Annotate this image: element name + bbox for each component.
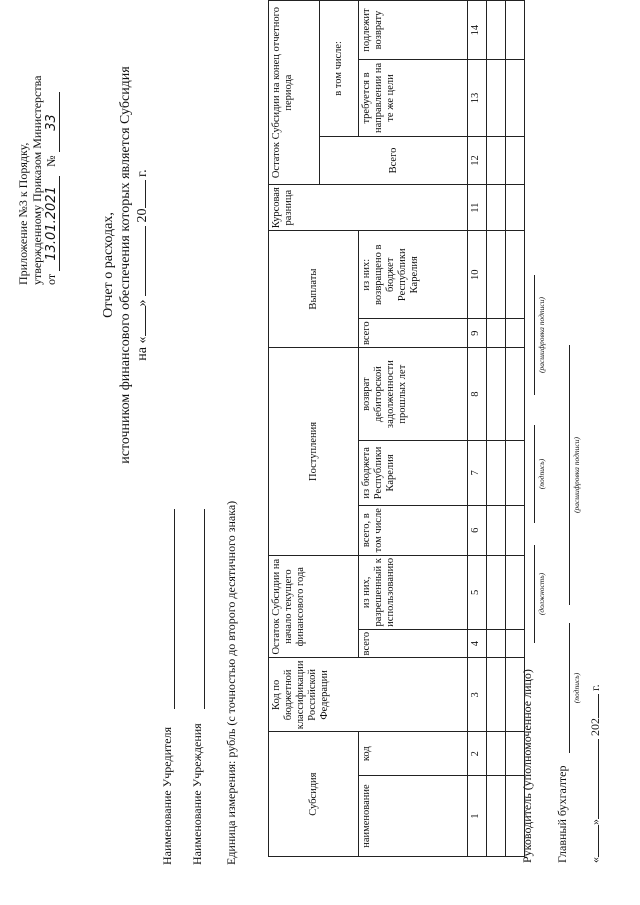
- h-returned: из них: возвращено в бюджет Республики Карелия: [359, 231, 468, 319]
- col-num: 7: [468, 441, 487, 505]
- head-signature-hint: (подпись): [537, 458, 546, 490]
- table-row: [487, 1, 506, 857]
- head-position-line: [534, 545, 535, 643]
- col-num: 11: [468, 185, 487, 231]
- col-num: 6: [468, 505, 487, 555]
- h-needed: требуется в направлении на те же цели: [359, 60, 468, 137]
- h-from-budget: из бюджета Республики Карелия: [359, 441, 468, 505]
- head-label: Руководитель (уполномоченное лицо): [520, 669, 534, 863]
- accountant-decode-hint: (расшифровка подписи): [572, 436, 581, 514]
- title-date-open: на «: [135, 336, 150, 361]
- title-year-suffix: г.: [135, 169, 150, 177]
- title-line-3: [134, 45, 151, 485]
- head-decode-hint: (расшифровка подписи): [537, 296, 546, 374]
- column-number-row: [468, 1, 487, 857]
- h-name: наименование: [359, 776, 468, 857]
- h-refund: подлежит возврату: [359, 1, 468, 60]
- h-balance-start: Остаток Субсидии на начало текущего финансового года: [269, 555, 359, 658]
- col-num: 10: [468, 231, 487, 319]
- appendix-date: 13.01.2021: [45, 176, 60, 271]
- sign-date-suffix: г.: [588, 684, 602, 691]
- institution-line: [204, 509, 205, 709]
- report-title: [100, 45, 151, 485]
- col-num: 9: [468, 319, 487, 348]
- appendix-line-1: Приложение №3 к Порядку,: [16, 142, 30, 285]
- sign-date-open: «: [588, 857, 602, 863]
- appendix-line-2: утвержденному Приказом Министерства: [30, 75, 44, 285]
- col-num: 8: [468, 348, 487, 441]
- h-payments: Выплаты: [269, 231, 359, 348]
- head-position-hint: (должность): [537, 572, 546, 616]
- accountant-label: Главный бухгалтер: [555, 765, 569, 863]
- h-balance-end: Остаток Субсидии на конец отчетного периода: [269, 1, 320, 185]
- accountant-signature-line: [569, 623, 570, 753]
- appendix-no-label: №: [44, 155, 58, 167]
- head-signature-line: [534, 425, 535, 523]
- h-total: всего: [359, 629, 468, 658]
- h-subsidy: Субсидия: [269, 732, 359, 857]
- appendix-block: [16, 15, 60, 285]
- appendix-date-prefix: от: [44, 273, 58, 285]
- col-num: 2: [468, 732, 487, 776]
- h-incl: в том числе:: [320, 1, 359, 137]
- institution-label: Наименование Учреждения: [190, 723, 204, 865]
- col-num: 14: [468, 1, 487, 60]
- h-fx: Курсовая разница: [269, 185, 468, 231]
- h-allowed: из них, разрешенный к использованию: [359, 555, 468, 629]
- col-num: 5: [468, 555, 487, 629]
- h-debt-return: возврат дебиторской задолженности прошлых лет: [359, 348, 468, 441]
- col-num: 4: [468, 629, 487, 658]
- appendix-line-3: [44, 15, 60, 285]
- col-num: 1: [468, 776, 487, 857]
- col-num: 13: [468, 60, 487, 137]
- title-year: 20: [135, 208, 150, 223]
- h-receipts-total: всего, в том числе: [359, 505, 468, 555]
- founder-line: [174, 509, 175, 709]
- title-date-close: »: [135, 299, 150, 307]
- unit-label: Единица измерения: рубль (с точностью до второго десятичного знака): [224, 500, 238, 865]
- sign-date: [588, 684, 603, 863]
- sign-date-close: »: [588, 819, 602, 825]
- appendix-number: 33: [45, 92, 60, 152]
- accountant-decode-line: [569, 345, 570, 605]
- sign-date-year: 202: [588, 718, 602, 736]
- h-end-total: Всего: [320, 136, 468, 184]
- title-line-1: Отчет о расходах,: [101, 212, 116, 318]
- h-payments-total: всего: [359, 319, 468, 348]
- report-table: [268, 0, 525, 857]
- h-receipts: Поступления: [269, 348, 359, 556]
- col-num: 3: [468, 658, 487, 732]
- founder-label: Наименование Учредителя: [160, 726, 174, 865]
- col-num: 12: [468, 136, 487, 184]
- title-line-2: источником финансового обеспечения которых является Субсидия: [118, 66, 133, 464]
- h-code: код: [359, 732, 468, 776]
- head-decode-line: [534, 275, 535, 395]
- accountant-signature-hint: (подпись): [572, 672, 581, 704]
- h-kbk: Код по бюджетной классификации Российской Федерации: [269, 658, 468, 732]
